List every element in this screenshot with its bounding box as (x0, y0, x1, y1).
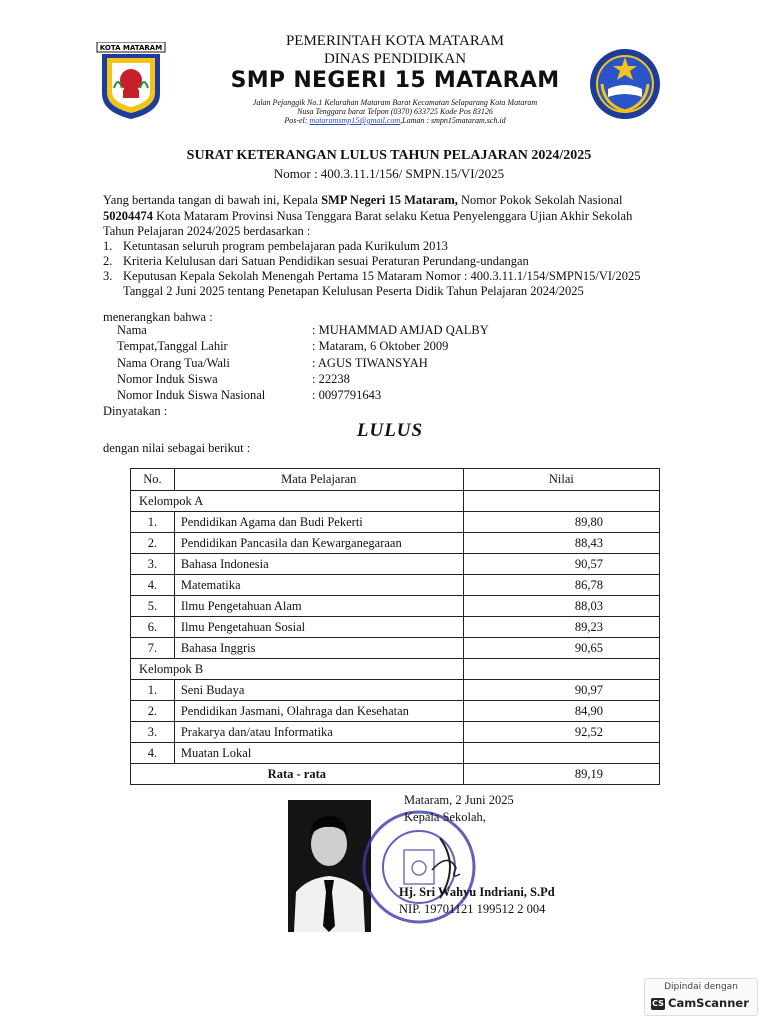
row-no: 4. (131, 575, 175, 596)
row-score: 90,65 (463, 638, 659, 659)
header-subject: Mata Pelajaran (174, 469, 463, 491)
menerangkan-text: menerangkan bahwa : (103, 310, 213, 324)
department-name: DINAS PENDIDIKAN (323, 51, 467, 67)
school-name: SMP NEGERI 15 MATARAM (230, 68, 560, 93)
sign-position: Kepala Sekolah, (404, 810, 486, 824)
camscanner-logo-icon: CS (652, 998, 664, 1008)
table-row (131, 617, 660, 638)
education-emblem (588, 47, 662, 121)
criteria-text: Ketuntasan seluruh program pembelajaran pada Kurikulum 2013 (123, 239, 448, 253)
row-subject: Bahasa Inggris (174, 638, 463, 659)
scanner-brand-row (651, 996, 749, 1010)
school-name-inline: SMP Negeri 15 Mataram, (321, 193, 458, 207)
intro-text: Yang bertanda tangan di bawah ini, Kepala (103, 193, 322, 207)
grades-table (130, 468, 660, 785)
row-subject: Muatan Lokal (174, 743, 463, 764)
intro-text: Nomor Pokok Sekolah Nasional (457, 193, 623, 207)
row-score: 88,03 (463, 596, 659, 617)
government-name: PEMERINTAH KOTA MATARAM (285, 33, 505, 49)
row-subject: Ilmu Pengetahuan Sosial (174, 617, 463, 638)
intro-line-1 (103, 193, 675, 209)
row-no: 5. (131, 596, 175, 617)
birth-value: : Mataram, 6 Oktober 2009 (312, 339, 449, 353)
dengan-nilai-text: dengan nilai sebagai berikut : (103, 441, 251, 455)
table-row (131, 596, 660, 617)
criteria-number: 3. (103, 269, 113, 283)
table-row (131, 722, 660, 743)
table-row (131, 533, 660, 554)
nisn-value: : 0097791643 (312, 388, 382, 402)
table-row (131, 638, 660, 659)
row-no: 3. (131, 554, 175, 575)
row-subject: Ilmu Pengetahuan Alam (174, 596, 463, 617)
group-row (131, 659, 660, 680)
table-row (131, 575, 660, 596)
average-score: 89,19 (463, 764, 659, 785)
nis-value: : 22238 (312, 372, 350, 386)
row-no: 1. (131, 680, 175, 701)
camscanner-badge (644, 978, 758, 1016)
criteria-text: Keputusan Kepala Sekolah Menengah Pertama 15 Mataram Nomor : 400.3.11.1/154/SMPN15/VI/2025 (123, 269, 641, 283)
group-b-label: Kelompok B (131, 659, 464, 680)
student-photo (288, 800, 371, 932)
row-subject: Pendidikan Agama dan Budi Pekerti (174, 512, 463, 533)
name-value: : MUHAMMAD AMJAD QALBY (312, 323, 489, 337)
row-score: 89,23 (463, 617, 659, 638)
criteria-item (103, 239, 448, 255)
address-line-2: Nusa Tenggara barat Telpon (0370) 633725 Kode Pos 83126 (297, 107, 493, 116)
row-subject: Pendidikan Jasmani, Olahraga dan Kesehatan (174, 701, 463, 722)
row-score (463, 743, 659, 764)
group-a-label: Kelompok A (131, 491, 464, 512)
row-score: 84,90 (463, 701, 659, 722)
row-no: 2. (131, 701, 175, 722)
average-row (131, 764, 660, 785)
principal-nip: NIP. 19701121 199512 2 004 (399, 902, 546, 916)
row-subject: Prakarya dan/atau Informatika (174, 722, 463, 743)
address-line-1: Jalan Pejanggik No.1 Kelurahan Mataram Barat Kecamatan Selaparang Kota Mataram (252, 98, 538, 107)
row-subject: Matematika (174, 575, 463, 596)
criteria-continuation: Tanggal 2 Juni 2025 tentang Penetapan Kelulusan Peserta Didik Tahun Pelajaran 2024/2025 (123, 284, 584, 298)
sign-place-date: Mataram, 2 Juni 2025 (404, 793, 514, 807)
row-no: 6. (131, 617, 175, 638)
criteria-text: Kriteria Kelulusan dari Satuan Pendidikan sesuai Peraturan Perundang-undangan (123, 254, 529, 268)
intro-text: Kota Mataram Provinsi Nusa Tenggara Barat selaku Ketua Penyelenggara Ujian Akhir Sekolah (153, 209, 633, 223)
criteria-item (103, 269, 641, 285)
row-no: 3. (131, 722, 175, 743)
row-no: 4. (131, 743, 175, 764)
nis-label: Nomor Induk Siswa (117, 372, 218, 386)
row-score: 90,57 (463, 554, 659, 575)
table-row (131, 743, 660, 764)
nisn-label: Nomor Induk Siswa Nasional (117, 388, 266, 402)
scanner-brand: CamScanner (668, 996, 749, 1010)
document-title: SURAT KETERANGAN LULUS TAHUN PELAJARAN 2024/2025 (186, 148, 592, 163)
header-score: Nilai (463, 469, 659, 491)
intro-line-2 (103, 209, 675, 225)
criteria-number: 2. (103, 254, 113, 268)
website-text: ,Laman : smpn15mataram.sch.id (400, 116, 506, 125)
document-number: Nomor : 400.3.11.1/156/ SMPN.15/VI/2025 (273, 166, 505, 181)
email-label: Pos-el: (284, 116, 308, 125)
intro-line-3: Tahun Pelajaran 2024/2025 berdasarkan : (103, 224, 311, 238)
row-subject: Bahasa Indonesia (174, 554, 463, 575)
row-no: 2. (131, 533, 175, 554)
scanner-caption: Dipindai dengan (664, 982, 738, 992)
row-score: 89,80 (463, 512, 659, 533)
row-no: 1. (131, 512, 175, 533)
kota-mataram-logo (96, 42, 166, 120)
table-row (131, 554, 660, 575)
row-score: 86,78 (463, 575, 659, 596)
group-score-empty (463, 491, 659, 512)
email-link[interactable]: mataramsmp15@gmail.com (309, 116, 401, 125)
row-no: 7. (131, 638, 175, 659)
row-subject: Pendidikan Pancasila dan Kewarganegaraan (174, 533, 463, 554)
criteria-item (103, 254, 529, 270)
graduation-status: LULUS (356, 420, 424, 441)
average-label: Rata - rata (131, 764, 464, 785)
parent-value: : AGUS TIWANSYAH (312, 356, 428, 370)
row-subject: Seni Budaya (174, 680, 463, 701)
dinyatakan-text: Dinyatakan : (103, 404, 168, 418)
group-score-empty (463, 659, 659, 680)
principal-name: Hj. Sri Wahyu Indriani, S.Pd (399, 885, 555, 899)
table-header-row (131, 469, 660, 491)
parent-label: Nama Orang Tua/Wali (117, 356, 230, 370)
logo-caption: KOTA MATARAM (99, 44, 163, 52)
row-score: 92,52 (463, 722, 659, 743)
birth-label: Tempat,Tanggal Lahir (117, 339, 228, 353)
table-row (131, 512, 660, 533)
table-row (131, 680, 660, 701)
row-score: 90,97 (463, 680, 659, 701)
group-row (131, 491, 660, 512)
contact-line (200, 116, 590, 125)
criteria-number: 1. (103, 239, 113, 253)
header-no: No. (131, 469, 175, 491)
name-label: Nama (117, 323, 147, 337)
npsn-number: 50204474 (103, 209, 153, 223)
table-row (131, 701, 660, 722)
row-score: 88,43 (463, 533, 659, 554)
